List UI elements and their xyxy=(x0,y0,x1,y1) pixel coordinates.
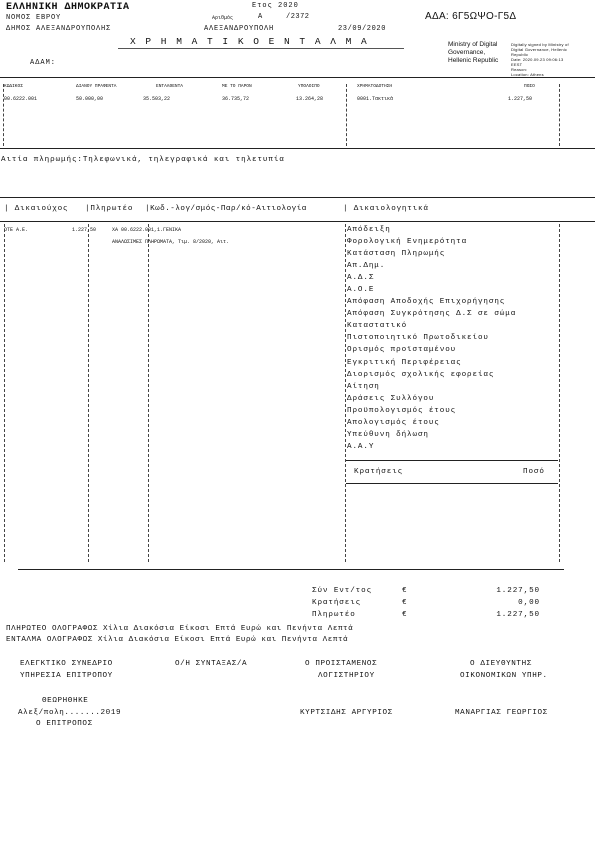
elegktiko-synedrio: ΕΛΕΓΚΤΙΚΟ ΣΥΝΕΔΡΙΟ xyxy=(20,660,113,668)
ada-code: ΑΔΑ: 6Γ5ΩΨΟ-Γ5Δ xyxy=(425,11,517,22)
payment-reason: Αιτία πληρωμής:Τηλεφωνικά, τηλεγραφικά και τηλετυπία xyxy=(1,156,285,164)
list-item: Αίτηση xyxy=(347,382,380,391)
entry-amount: 1.227,50 xyxy=(72,227,97,233)
budget-header-me-to-paron: ΜΕ ΤΟ ΠΑΡΟΝ xyxy=(222,84,252,89)
list-item: Ορισμός προϊσταμένου xyxy=(347,346,457,355)
signature-detail-line: Date: 2020.09.23 09:06:13 xyxy=(511,57,564,62)
entry-code-line-1: ΧΑ 00.6222.001,1.ΓΕΝΙΚΑ xyxy=(112,227,182,233)
document-title: Χ Ρ Η Μ Α Τ Ι Κ Ο Ε Ν Τ Α Λ Μ Α xyxy=(130,36,369,47)
total-label-pliroteo: Πληρωτέο xyxy=(312,611,356,619)
total-currency-syn: € xyxy=(402,587,407,595)
column-dikaiouxos: | Δικαιούχος xyxy=(4,205,69,213)
budget-table-top-line xyxy=(0,77,595,78)
main-table-top-line xyxy=(0,197,595,198)
signature-ministry-line-3: Hellenic Republic xyxy=(448,57,499,64)
list-item: Α.Α.Υ xyxy=(347,442,375,451)
proistamenos-name: ΚΥΡΤΣΙΔΗΣ ΑΡΓΥΡΙΟΣ xyxy=(300,709,393,717)
main-divider-2 xyxy=(88,224,89,562)
arithmos-label: Αριθμός xyxy=(212,15,234,21)
list-item: Κατάσταση Πληρωμής xyxy=(347,250,446,259)
list-item: Καταστατικό xyxy=(347,322,408,331)
budget-divider-left xyxy=(3,84,4,146)
budget-entalthenta: 35.503,22 xyxy=(143,96,171,102)
signature-detail-line: EEST xyxy=(511,62,523,67)
budget-divider-right xyxy=(559,84,560,146)
total-value-pliroteo: 1.227,50 xyxy=(496,611,540,619)
budget-header-ypoloipo: ΥΠΟΛΟΙΠΟ xyxy=(298,84,320,89)
document-date: 23/09/2020 xyxy=(338,25,387,33)
total-value-kratiseis: 0,00 xyxy=(518,599,540,607)
ypiresia-epitropou: ΥΠΗΡΕΣΙΑ ΕΠΙΤΡΟΠΟΥ xyxy=(20,672,113,680)
adam-label: ΑΔΑΜ: xyxy=(30,59,57,67)
column-dikaiologitika-label: Δικαιολογητικά xyxy=(353,205,429,213)
dimos-label: ΔΗΜΟΣ ΑΛΕΞΑΝΔΡΟΥΠΟΛΗΣ xyxy=(6,25,112,33)
budget-poso: 1.227,50 xyxy=(508,96,533,102)
budget-divider-mid xyxy=(346,84,347,146)
dikaiologitika-list xyxy=(347,226,552,455)
proistamenos-title: Ο ΠΡΟΙΣΤΑΜΕΝΟΣ xyxy=(305,660,378,668)
total-label-syn: Σύν Εντ/τος xyxy=(312,587,373,595)
diefthyntis-name: ΜΑΝΑΡΓΙΑΣ ΓΕΩΡΓΙΟΣ xyxy=(455,709,548,717)
total-currency-kratiseis: € xyxy=(402,599,407,607)
column-dikaiouxos-label: Δικαιούχος xyxy=(14,205,69,213)
column-dikaiologitika: | Δικαιολογητικά xyxy=(343,205,429,213)
list-item: Απολογισμός έτους xyxy=(347,418,440,427)
column-kodikos: |Κωδ.-λογ/σμός-Παρ/κό-Αιτιολογία xyxy=(145,205,307,213)
list-item: Προϋπολογισμός έτους xyxy=(347,406,457,415)
list-item: Υπεύθυνη δήλωση xyxy=(347,430,429,439)
kratiseis-top-line xyxy=(346,460,558,461)
kratiseis-bottom-line xyxy=(346,483,558,484)
list-item: Φορολογική Ενημερότητα xyxy=(347,238,468,247)
budget-ypoloipo: 13.264,28 xyxy=(296,96,324,102)
syntaxas: Ο/Η ΣΥΝΤΑΞΑΣ/Α xyxy=(175,660,248,668)
year-label: Ετος 2020 xyxy=(252,2,299,10)
nomos-label: ΝΟΜΟΣ ΕΒΡΟΥ xyxy=(6,14,62,22)
theorithike-label: ΘΕΩΡΗΘΗΚΕ xyxy=(42,697,89,705)
diefthyntis-title: Ο ΔΙΕΥΘΥΝΤΗΣ xyxy=(470,660,532,668)
budget-header-poso: ΠΟΣΟ xyxy=(524,84,535,89)
entalma-olografos: ΕΝΤΑΛΜΑ ΟΛΟΓΡΑΦΩΣ Χίλια Διακόσια Είκοσι Επτά Ευρώ και Πενήντα Λεπτά xyxy=(6,636,349,644)
list-item: Πιστοποιητικό Πρωτοδικείου xyxy=(347,334,489,343)
signature-detail-line: Location: Athens xyxy=(511,72,544,77)
signature-detail-line: Digitally signed by Ministry of xyxy=(511,42,569,47)
list-item: Απόφαση Αποδοχής Επιχορήγησης xyxy=(347,298,506,307)
column-pliroteo-label: Πληρωτέο xyxy=(90,205,134,213)
list-item: Α.Δ.Σ xyxy=(347,274,375,283)
pliroteo-olografos: ΠΛΗΡΩΤΕΟ ΟΛΟΓΡΑΦΩΣ Χίλια Διακόσια Είκοσι Επτά Ευρώ και Πενήντα Λεπτά xyxy=(6,625,354,633)
total-value-syn: 1.227,50 xyxy=(496,587,540,595)
main-divider-1 xyxy=(4,224,5,562)
budget-table-bottom-line xyxy=(0,148,595,149)
column-pliroteo: |Πληρωτέο xyxy=(85,205,134,213)
republic-title: ΕΛΛΗΝΙΚΗ ΔΗΜΟΚΡΑΤΙΑ xyxy=(6,2,130,13)
signature-detail-line: Reason: xyxy=(511,67,528,72)
budget-xrimatodotisi: 0001.Τακτικά xyxy=(357,96,394,102)
signature-ministry-line-1: Ministry of Digital xyxy=(448,41,498,48)
list-item: Απόφαση Συγκρότησης Δ.Σ σε σώμα xyxy=(347,310,517,319)
list-item: Απ.Δημ. xyxy=(347,262,386,271)
alexandroupoli-date: Αλεξ/πολη.......2019 xyxy=(18,709,122,717)
budget-kodikos: 00.6222.001 xyxy=(4,96,38,102)
oikonomikon-title: ΟΙΚΟΝΟΜΙΚΩΝ ΥΠΗΡ. xyxy=(460,672,548,680)
main-table-header-line xyxy=(0,221,595,222)
list-item: Εγκριτική Περιφέρειας xyxy=(347,358,462,367)
total-currency-pliroteo: € xyxy=(402,611,407,619)
budget-header-entalthenta: ΕΝΤΑΛΘΕΝΤΑ xyxy=(156,84,184,89)
entry-code-line-2: ΑΝΑΛΩΣΙΜΕΣ ΠΛΗΡΩΜΑΤΑ, Τιμ. 8/2020, Αιτ. xyxy=(112,239,230,245)
epitropos-title: Ο ΕΠΙΤΡΟΠΟΣ xyxy=(36,720,93,728)
main-divider-5 xyxy=(559,224,560,562)
budget-header-diathesima: ΔΙΑΝΟΥ ΠΡΑΦΕΝΤΑ xyxy=(76,84,117,89)
digital-signature-details xyxy=(511,42,593,77)
kratiseis-poso-label: Ποσό xyxy=(523,468,545,476)
list-item: Δράσεις Συλλόγου xyxy=(347,394,435,403)
entry-dikaiouxos: ΟΤΕ Α.Ε. xyxy=(4,227,29,233)
budget-header-kodikos: ΚΩΔΙΚΟΣ xyxy=(4,84,23,89)
place-label: ΑΛΕΞΑΝΔΡΟΥΠΟΛΗ xyxy=(204,25,275,33)
logistiriou-title: ΛΟΓΙΣΤΗΡΙΟΥ xyxy=(318,672,375,680)
list-item: Απόδειξη xyxy=(347,226,391,234)
title-underline xyxy=(118,48,404,49)
kratiseis-label: Κρατήσεις xyxy=(354,468,404,476)
arithmos-number: /2372 xyxy=(286,13,310,21)
budget-me-to-paron: 36.735,72 xyxy=(222,96,250,102)
column-kodikos-label: Κωδ.-λογ/σμός-Παρ/κό-Αιτιολογία xyxy=(150,205,307,213)
main-divider-4 xyxy=(345,224,346,562)
list-item: Α.Ο.Ε xyxy=(347,286,375,295)
arithmos-value: Α xyxy=(258,13,263,21)
list-item: Διορισμός σχολικής εφορείας xyxy=(347,370,495,379)
signature-detail-line: Digital Governance, Hellenic xyxy=(511,47,568,52)
budget-diathesima: 50.000,00 xyxy=(76,96,104,102)
budget-header-xrimatodotisi: ΧΡΗΜΑΤΟΔΟΤΗΣΗ xyxy=(357,84,393,89)
signature-ministry-line-2: Governance, xyxy=(448,49,486,56)
total-label-kratiseis: Κρατήσεις xyxy=(312,599,362,607)
main-divider-3 xyxy=(148,224,149,562)
main-table-bottom-line xyxy=(18,569,564,570)
signature-detail-line: Republic xyxy=(511,52,529,57)
